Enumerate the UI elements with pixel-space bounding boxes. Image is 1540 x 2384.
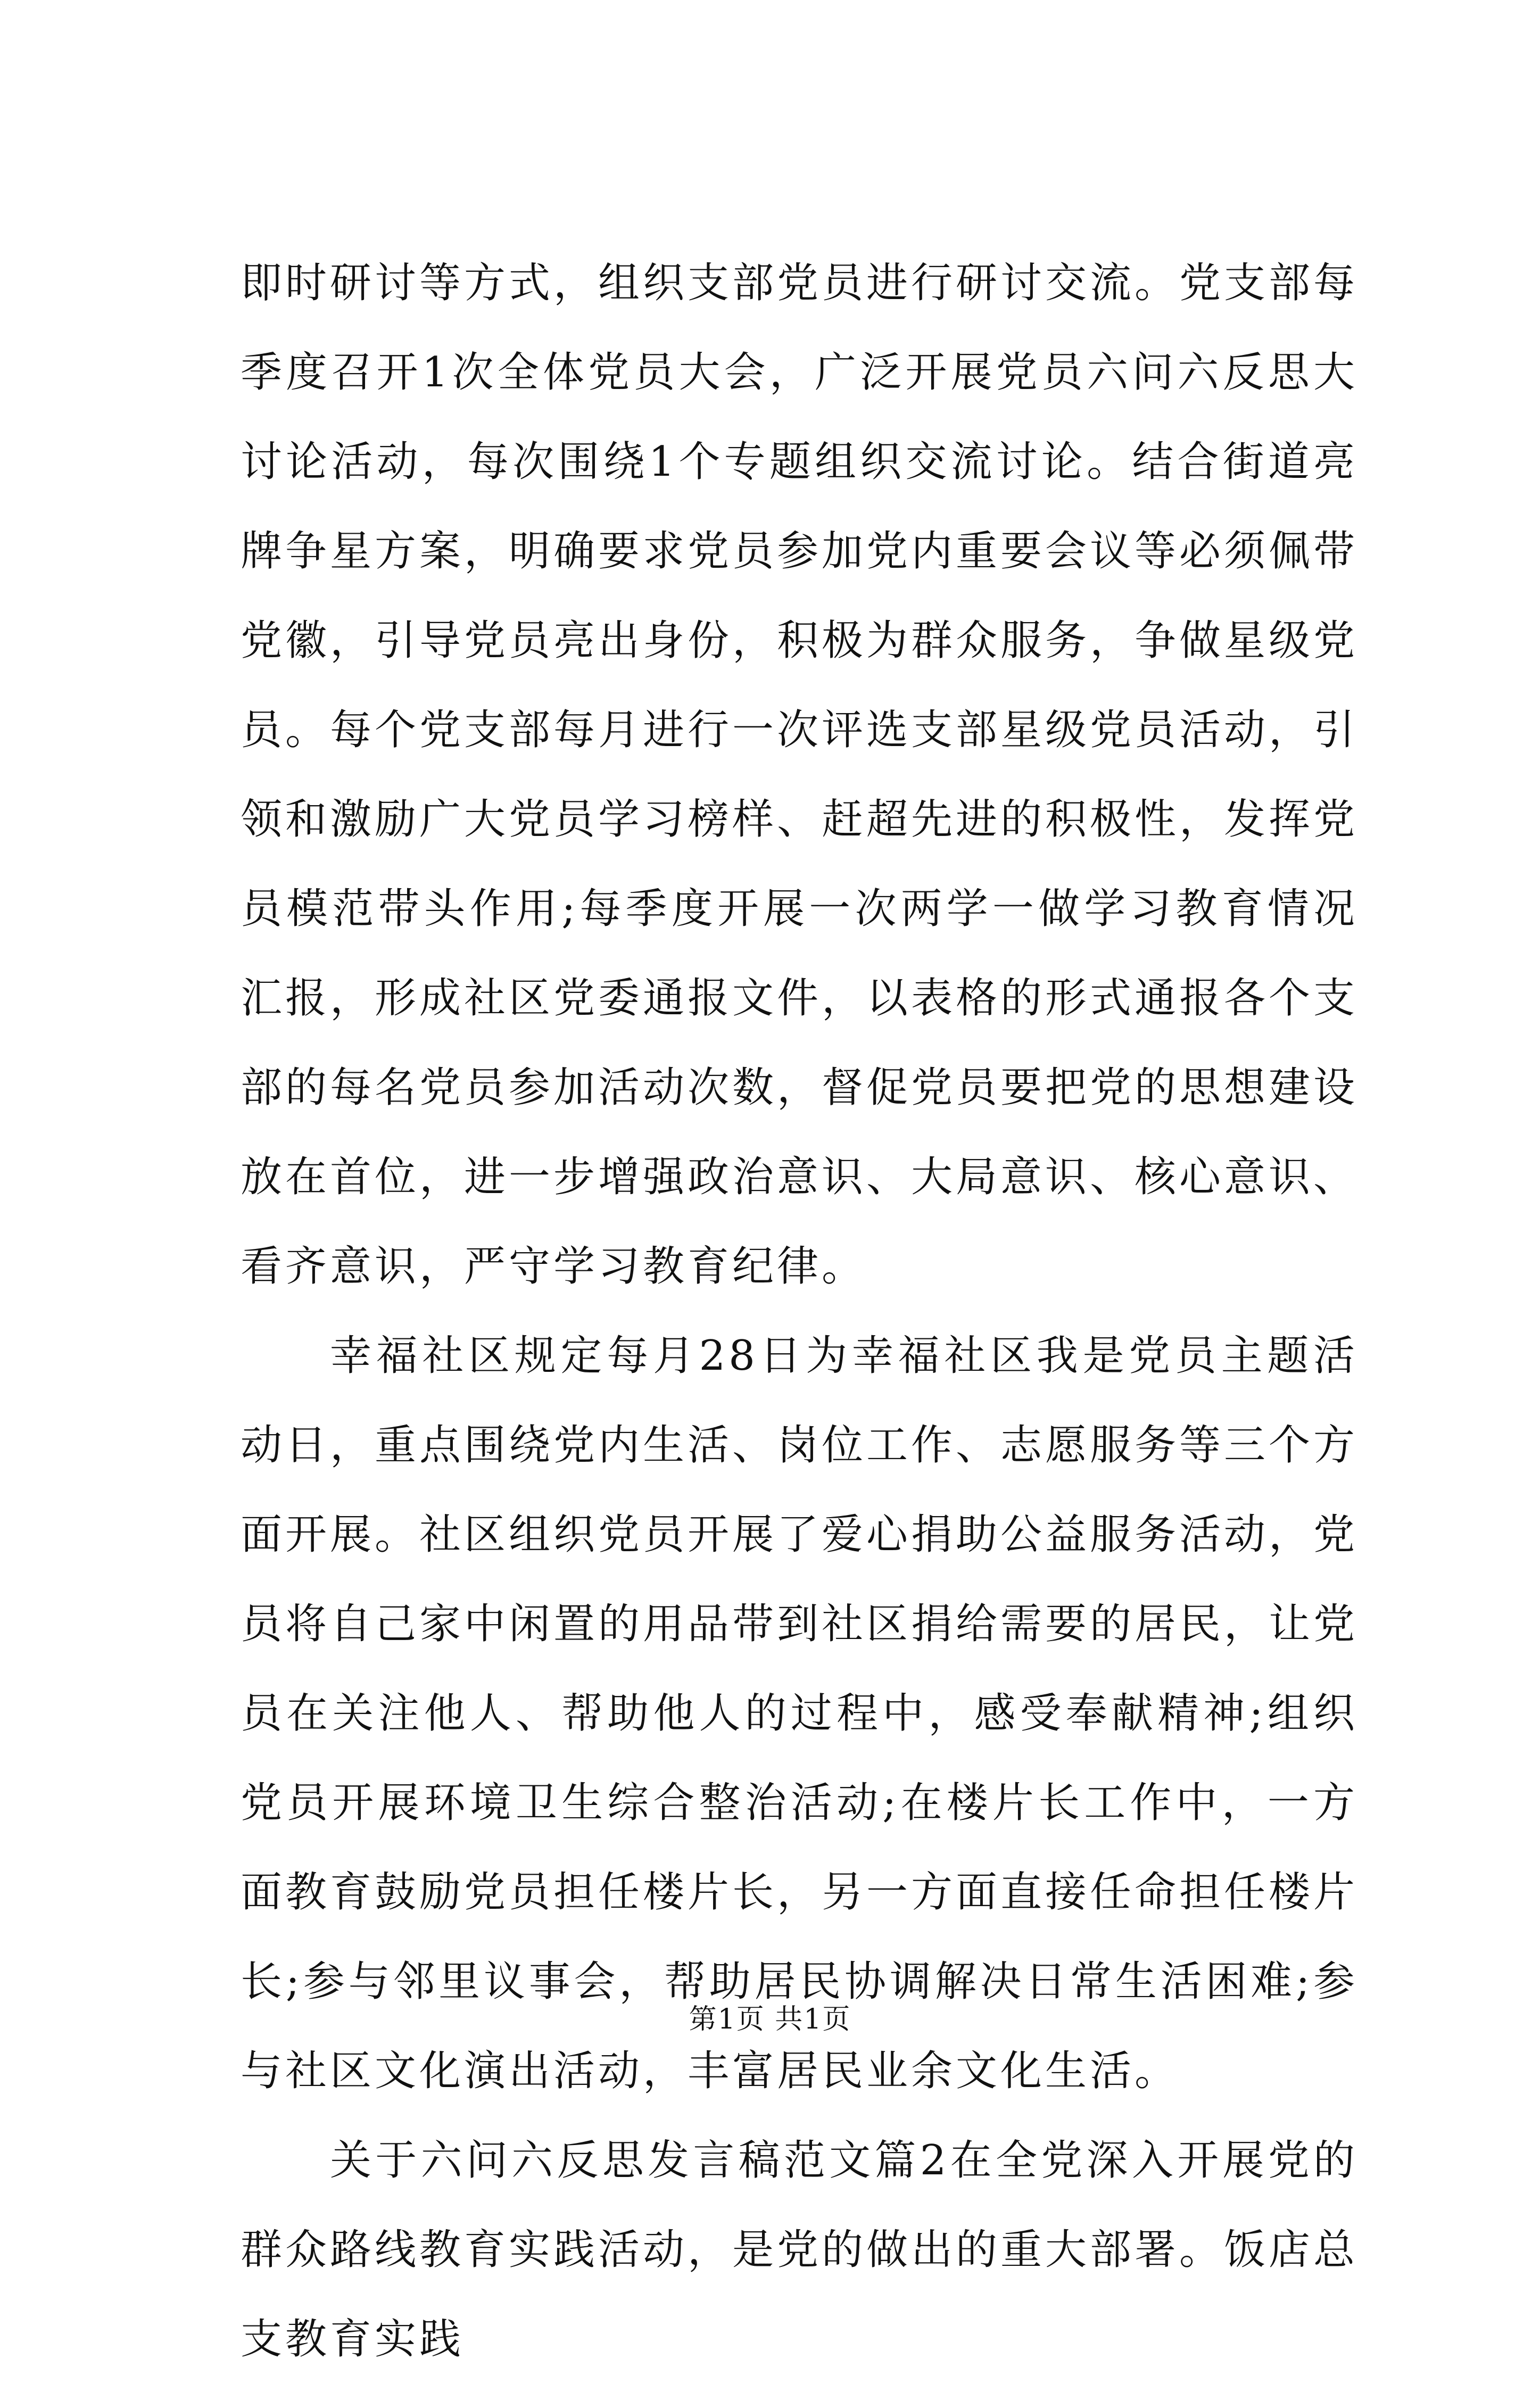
paragraph-2: 幸福社区规定每月28日为幸福社区我是党员主题活动日，重点围绕党内生活、岗位工作、志愿服务等三个方面开展。社区组织党员开展了爱心捐助公益服务活动，党员将自己家中闲置的用品带到社区捐给需要的居民，让党员在关注他人、帮助他人的过程中，感受奉献精神;组织党员开展环境卫生综合整治活动;在楼片长工作中，一方面教育鼓励党员担任楼片长，另一方面直接任命担任楼片长;参与邻里议事会，帮助居民协调解决日常生活困难;参与社区文化演出活动，丰富居民业余文化生活。 xyxy=(241,1332,1359,2095)
paragraph-3: 关于六问六反思发言稿范文篇2在全党深入开展党的群众路线教育实践活动，是党的做出的重大部署。饭店总支教育实践 xyxy=(241,2137,1359,2363)
paragraph-1: 即时研讨等方式，组织支部党员进行研讨交流。党支部每季度召开1次全体党员大会，广泛开展党员六问六反思大讨论活动，每次围绕1个专题组织交流讨论。结合街道亮牌争星方案，明确要求党员参加党内重要会议等必须佩带党徽，引导党员亮出身份，积极为群众服务，争做星级党员。每个党支部每月进行一次评选支部星级党员活动，引领和激励广大党员学习榜样、赶超先进的积极性，发挥党员模范带头作用;每季度开展一次两学一做学习教育情况汇报，形成社区党委通报文件，以表格的形式通报各个支部的每名党员参加活动次数，督促党员要把党的思想建设放在首位，进一步增强政治意识、大局意识、核心意识、看齐意识，严守学习教育纪律。 xyxy=(241,259,1359,1290)
page-footer: 第1页 共1页 xyxy=(689,2004,851,2035)
document-body xyxy=(241,238,1358,2384)
